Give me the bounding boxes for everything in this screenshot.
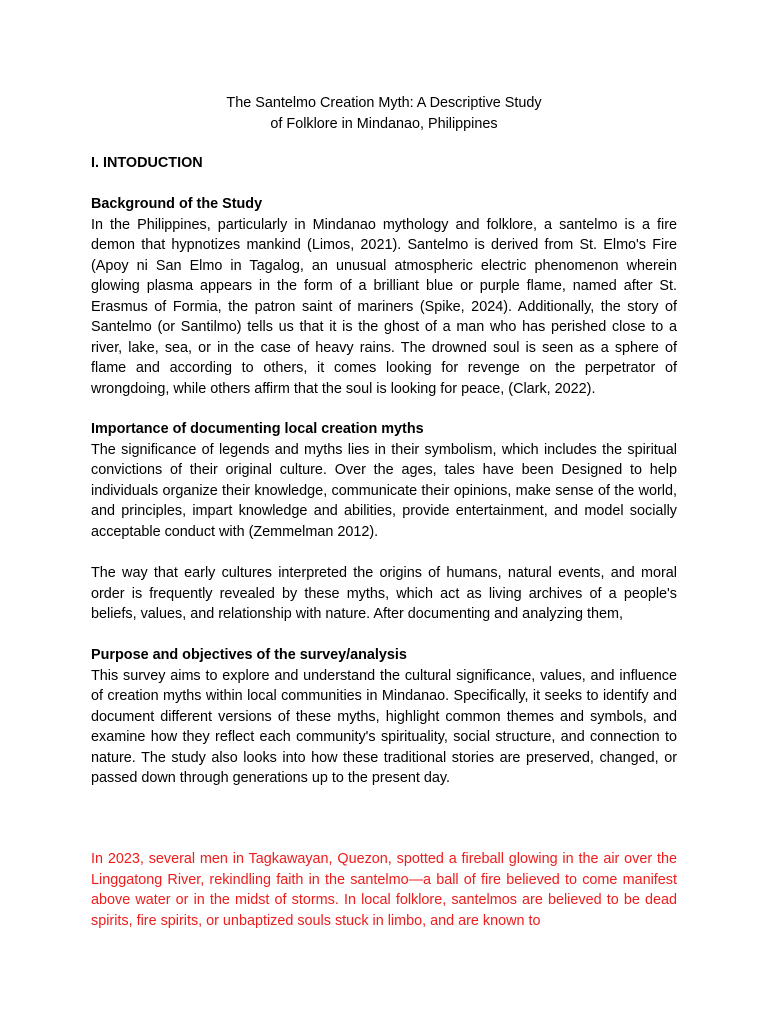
red-note-paragraph: In 2023, several men in Tagkawayan, Quezon, spotted a fireball glowing in the air over the Linggatong River, rekindling faith in the santelmo—a ball of fire believed to come manifest above water or in the midst of storms. In local folklore, santelmos are believed to be dead spirits, fire spirits, or unbaptized souls stuck in limbo, and are known to [91,851,677,929]
background-paragraph: In the Philippines, particularly in Mindanao mythology and folklore, a santelmo is a fire demon that hypnotizes mankind (Limos, 2021). Santelmo is derived from St. Elmo's Fire (Apoy ni San Elmo in Tagalog, an unusual atmospheric electric phenomenon wherein glowing plasma appears in the form of a brilliant blue or purple flame, named after St. Erasmus of Formia, the patron saint of mariners (Spike, 2024). Additionally, the story of Santelmo (or Santilmo) tells us that it is the ghost of a man who has perished close to a river, lake, sea, or in the case of heavy rains. The drowned soul is seen as a sphere of flame and according to others, it comes looking for revenge on the perpetrator of wrongdoing, while others affirm that the soul is looking for peace, (Clark, 2022). [91,216,677,397]
importance-paragraph-1: The significance of legends and myths lies in their symbolism, which includes the spiritual convictions of their original culture. Over the ages, tales have been Designed to help individuals organize their knowledge, communicate their opinions, make sense of the world, and principles, impart knowledge and abilities, provide entertainment, and model socially acceptable conduct with (Zemmelman 2012). [91,441,677,540]
importance-paragraph-2-block [91,563,677,625]
document-title [0,93,768,134]
red-note-block [91,849,677,931]
background-section [91,194,677,399]
purpose-section [91,645,677,789]
title-line-1: The Santelmo Creation Myth: A Descriptive Study [226,95,542,111]
background-heading: Background of the Study [91,196,263,212]
purpose-heading: Purpose and objectives of the survey/analysis [91,647,407,663]
importance-heading: Importance of documenting local creation myths [91,421,424,437]
importance-section [91,419,677,542]
title-line-2: of Folklore in Mindanao, Philippines [270,115,498,132]
section-heading: I. INTODUCTION [91,155,203,171]
purpose-paragraph: This survey aims to explore and understand the cultural significance, values, and influence of creation myths within local communities in Mindanao. Specifically, it seeks to identify and document different versions of these myths, highlight common themes and symbols, and examine how they reflect each community's spirituality, social structure, and connection to nature. The study also looks into how these traditional stories are preserved, changed, or passed down through generations up to the present day. [91,667,677,786]
importance-paragraph-2: The way that early cultures interpreted the origins of humans, natural events, and moral order is frequently revealed by these myths, which act as living archives of a people's beliefs, values, and relationship with nature. After documenting and analyzing them, [91,565,677,622]
